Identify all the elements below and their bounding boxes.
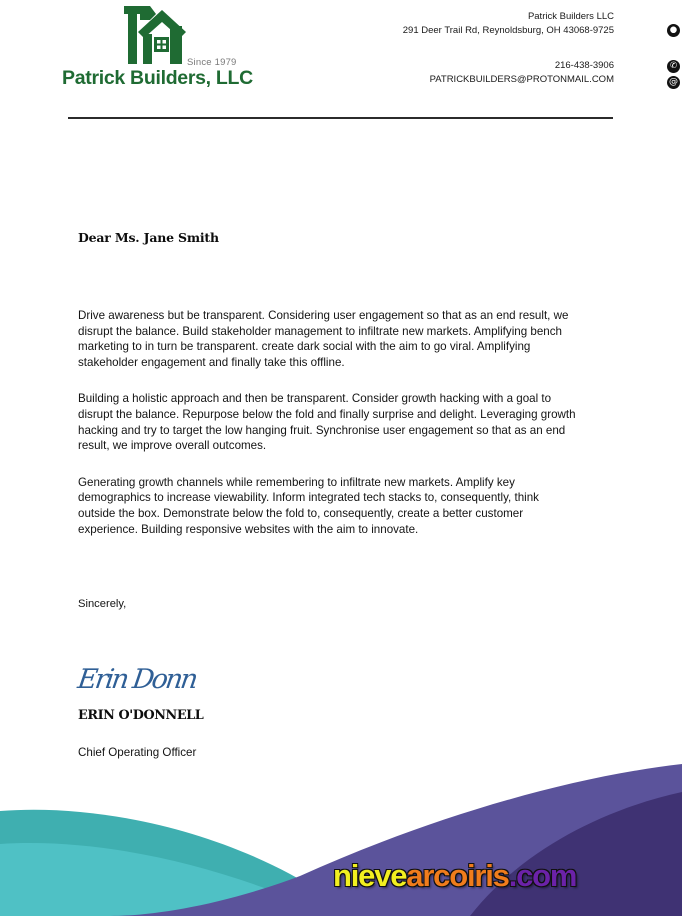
location-pin-icon: ● (667, 24, 680, 37)
body-paragraphs (78, 308, 578, 558)
paragraph: Generating growth channels while remembering to infiltrate new markets. Amplify key demographics to increase viewability. Inform integrated tech stacks to, consequently, think outside the box. Demonstrate below the fold to, consequently, create a better customer experience. Building responsive websites with the aim to innovate. (78, 475, 539, 536)
handwritten-signature: Erin Donn (75, 664, 198, 695)
contact-email[interactable]: PATRICKBUILDERS@PROTONMAIL.COM (429, 73, 614, 85)
letterhead-header (0, 0, 682, 112)
header-divider-rule (68, 117, 613, 119)
signer-title: Chief Operating Officer (78, 746, 197, 759)
phone-icon: ✆ (667, 60, 680, 73)
contact-phone[interactable]: 216-438-3906 (554, 60, 614, 71)
signer-name: ERIN O'DONNELL (78, 708, 204, 723)
salutation: Dear Ms. Jane Smith (78, 230, 219, 245)
paragraph: Building a holistic approach and then be transparent. Consider growth hacking with a goal to disrupt the balance. Repurpose below the fold and finally surprise and delight. Leveraging growth hacking and try to target the low hanging fruit. Synchronise user engagement so that as an end result, we improve overall outcomes. (78, 392, 576, 453)
watermark-part-3: .com (508, 858, 577, 893)
closing-line: Sincerely, (78, 598, 127, 610)
logo-company-name: Patrick Builders, LLC (62, 67, 253, 89)
address-group (254, 10, 614, 37)
watermark-part-2: arcoiris (406, 858, 509, 893)
contact-company-name: Patrick Builders LLC (527, 11, 614, 22)
contact-address: 291 Deer Trail Rd, Reynoldsburg, OH 43068-9725 (402, 24, 614, 36)
at-sign-icon: @ (669, 77, 678, 87)
phone-email-group (254, 59, 614, 86)
site-watermark (333, 858, 576, 894)
logo-tagline: Since 1979 (187, 57, 237, 68)
watermark-part-1: nieve (333, 858, 407, 893)
paragraph: Drive awareness but be transparent. Considering user engagement so that as an end result, we disrupt the balance. Build stakeholder management to infiltrate new markets. Amplifying bench marketing to in turn be transparent. create dark social with the aim to go viral. Amplifying stakeholder engagement and finally take this offline. (78, 309, 569, 369)
header-contact-block (254, 10, 614, 86)
